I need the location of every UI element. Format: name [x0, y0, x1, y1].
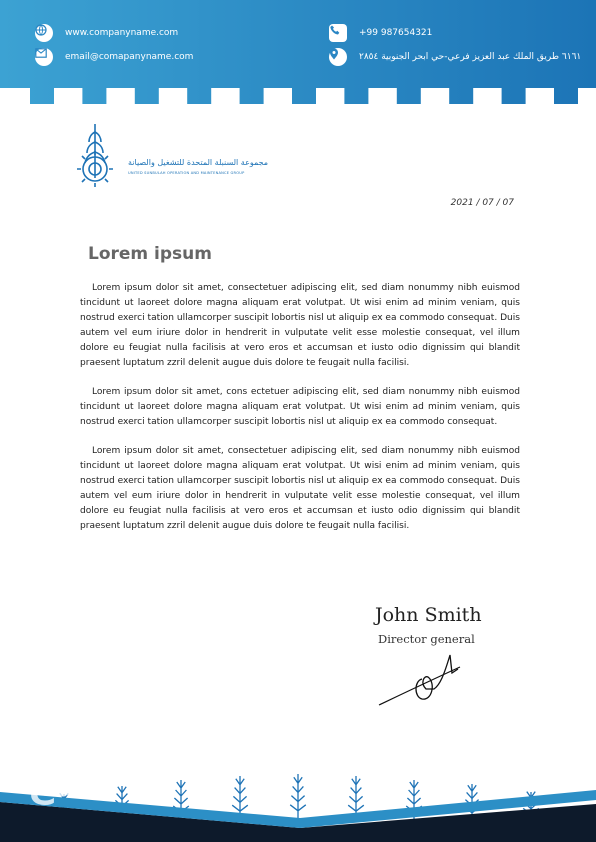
phone-contact[interactable] — [329, 24, 432, 42]
phone-icon — [329, 24, 347, 42]
phone-text: +99 987654321 — [359, 28, 433, 38]
letter-title: Lorem ipsum — [88, 244, 212, 264]
letter-date: 2021 / 07 / 07 — [450, 198, 514, 208]
website-text: www.companyname.com — [65, 28, 179, 38]
logo-arabic-name: مجموعة السنبلة المتحدة للتشغيل والصيانة — [128, 158, 269, 167]
logo-english-name: UNITED SUNBULAH OPERATION AND MAINTENANCE GROUP — [128, 171, 245, 175]
wheat-icon — [290, 774, 306, 820]
body-paragraph: Lorem ipsum dolor sit amet, consectetuer adipiscing elit, sed diam nonummy nibh euismod tincidunt ut laoreet dolore magna aliquam erat volutpat. Ut wisi enim ad minim veniam, quis nostrud exerci tation ullamcorper suscipit lobortis nisl ut aliquip ex ea commodo consequat. Duis autem vel eum iriure dolor in hendrerit in vulputate velit esse molestie consequat, vel illum dolore eu feugiat nulla facilisis at vero eros et accumsan et iusto odio dignissim qui blandit praesent luptatum zzril delenit augue duis dolore te feugait nulla facilisi. — [80, 283, 521, 368]
website-contact[interactable] — [35, 24, 178, 42]
letter-body — [80, 281, 520, 548]
wheat-gear-icon — [74, 122, 128, 192]
email-text: email@comapanyname.com — [65, 52, 194, 62]
address-contact[interactable] — [329, 48, 581, 66]
company-logo — [74, 122, 264, 192]
signatory-role: Director general — [378, 632, 475, 646]
watermark-logo: نمذج — [28, 764, 113, 805]
body-paragraph: Lorem ipsum dolor sit amet, cons ectetuer adipiscing elit, sed diam nonummy nibh euismod tincidunt ut laoreet dolore magna aliquam erat volutpat. Ut wisi enim ad minim veniam, quis nostrud exerci tation ullamcorper suscipit lobortis nisl ut aliquip ex ea commodo consequat. — [80, 387, 520, 427]
handwritten-signature — [370, 645, 470, 711]
globe-icon — [35, 24, 53, 42]
body-paragraph: Lorem ipsum dolor sit amet, consectetuer adipiscing elit, sed diam nonummy nibh euismod tincidunt ut laoreet dolore magna aliquam erat volutpat. Ut wisi enim ad minim veniam, quis nostrud exerci tation ullamcorper suscipit lobortis nisl ut aliquip ex ea commodo consequat. Duis autem vel eum iriure dolor in hendrerit in vulputate velit esse molestie consequat, vel illum dolore eu feugiat nulla facilisis at vero eros et accumsan et iusto odio dignissim qui blandit praesent luptatum zzril delenit augue duis dolore te feugait nulla facilisi. — [80, 446, 521, 531]
header-band — [0, 0, 596, 104]
signatory-name: John Smith — [375, 604, 482, 626]
address-text: ٦١٦١ طريق الملك عبد العزيز فرعي-حي ابحر الجنوبية ٢٨٥٤ — [359, 52, 582, 62]
mail-icon — [35, 48, 53, 66]
location-pin-icon — [329, 48, 347, 66]
email-contact[interactable] — [35, 48, 193, 66]
